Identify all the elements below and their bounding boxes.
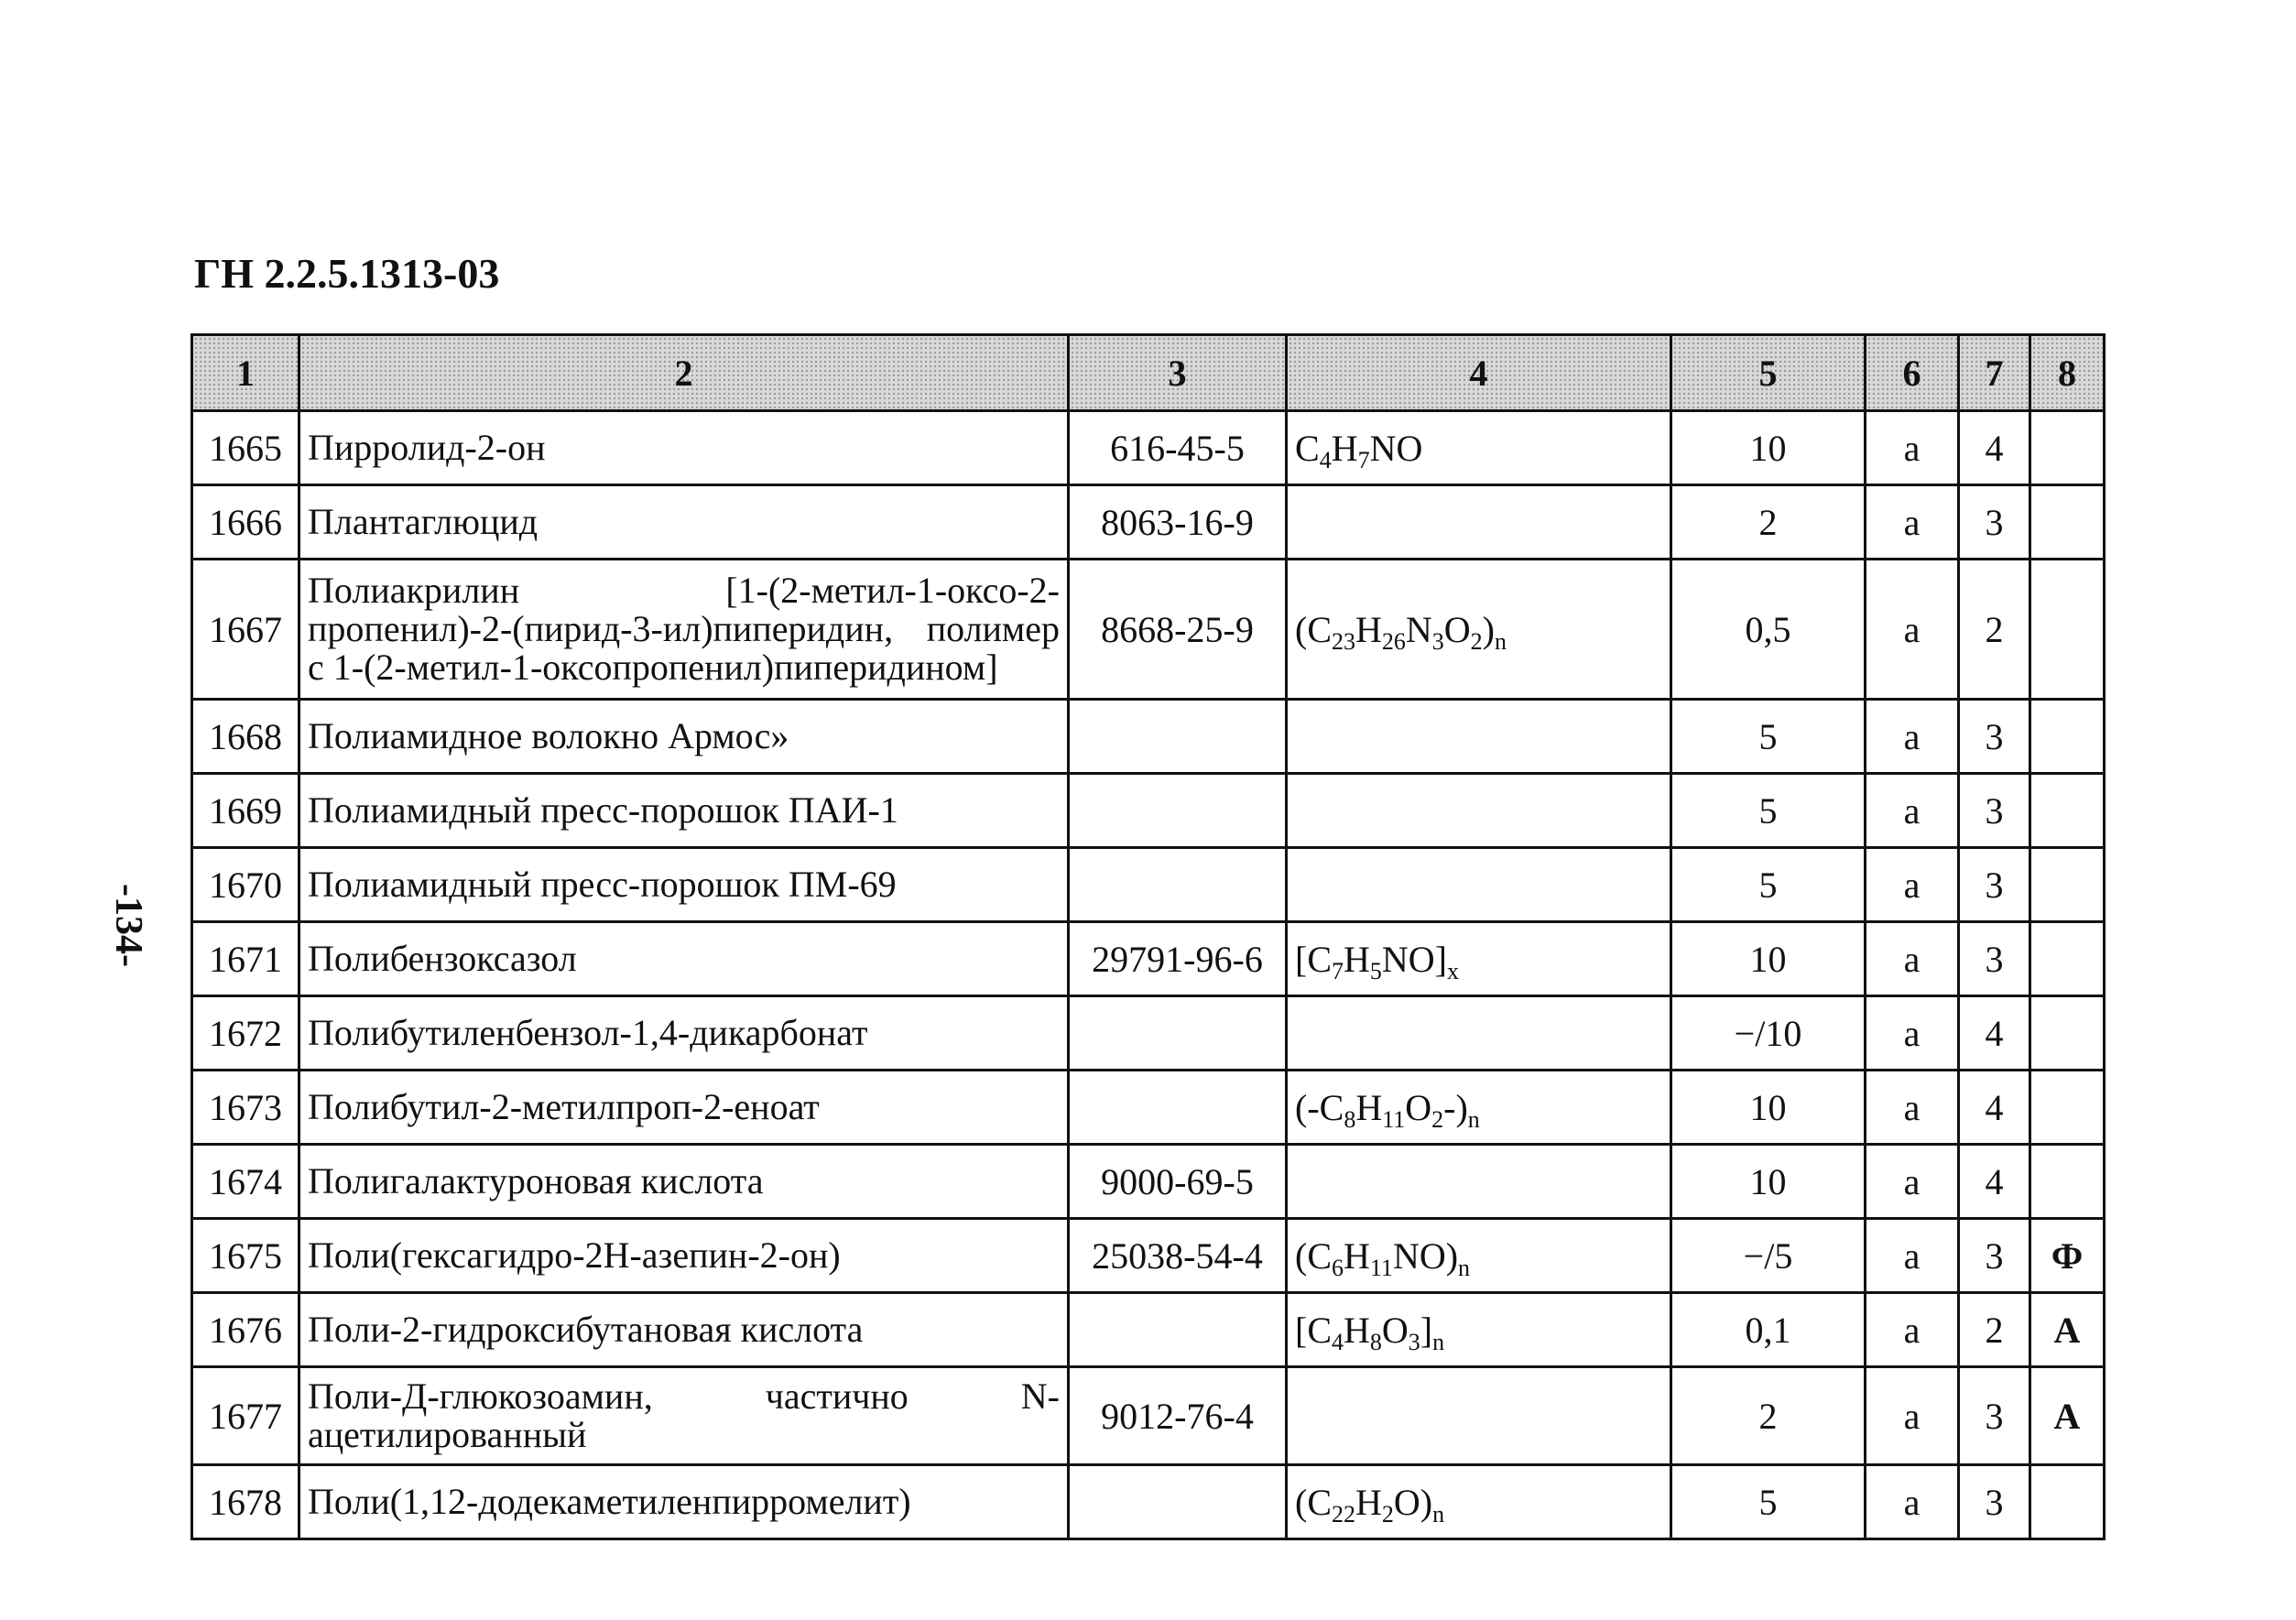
feature-cell <box>2030 560 2105 700</box>
formula-subscript: 5 <box>1369 957 1382 984</box>
aggregate-state-cell: а <box>1866 996 1959 1071</box>
feature-cell <box>2030 1071 2105 1145</box>
substance-name-cell: Поли(гексагидро-2Н-азепин-2-он) <box>299 1219 1069 1293</box>
substance-name-cell: Поли-2-гидроксибутановая кислота <box>299 1293 1069 1367</box>
formula-subscript: x <box>1446 957 1459 984</box>
feature-cell <box>2030 922 2105 996</box>
limit-value-cell: 5 <box>1671 848 1866 922</box>
cas-number-cell <box>1069 700 1287 774</box>
hazard-class-cell: 2 <box>1959 1293 2030 1367</box>
limit-value-cell: 0,1 <box>1671 1293 1866 1367</box>
table-row <box>192 411 2105 485</box>
row-number-cell: 1673 <box>192 1071 299 1145</box>
aggregate-state-cell: а <box>1866 560 1959 700</box>
limit-value-cell: 10 <box>1671 1071 1866 1145</box>
formula-subscript: 2 <box>1470 627 1483 655</box>
cas-number-cell <box>1069 1465 1287 1539</box>
cas-number-cell: 9012-76-4 <box>1069 1367 1287 1465</box>
hazard-class-cell: 2 <box>1959 560 2030 700</box>
formula-text: NO <box>1369 427 1423 469</box>
table-row <box>192 848 2105 922</box>
aggregate-state-cell: а <box>1866 1293 1959 1367</box>
formula-cell <box>1287 560 1671 700</box>
formula-cell <box>1287 774 1671 848</box>
feature-cell <box>2030 996 2105 1071</box>
formula-cell <box>1287 1145 1671 1219</box>
limit-value-cell: 5 <box>1671 1465 1866 1539</box>
hazard-class-cell: 3 <box>1959 848 2030 922</box>
formula-cell <box>1287 996 1671 1071</box>
table-row <box>192 1219 2105 1293</box>
limit-value-cell: 10 <box>1671 411 1866 485</box>
formula-text: H <box>1355 1481 1382 1523</box>
formula-text: N <box>1405 608 1432 650</box>
hazard-class-cell: 3 <box>1959 922 2030 996</box>
formula-text: (C <box>1295 1234 1332 1277</box>
substance-name-cell: Полиамидный пресс-порошок ПМ-69 <box>299 848 1069 922</box>
hazard-class-cell: 3 <box>1959 700 2030 774</box>
formula-text: NO] <box>1381 938 1447 980</box>
row-number-cell: 1678 <box>192 1465 299 1539</box>
formula-subscript: 26 <box>1381 627 1406 655</box>
row-number-cell: 1668 <box>192 700 299 774</box>
hazard-class-cell: 4 <box>1959 1071 2030 1145</box>
formula-text: O <box>1443 608 1471 650</box>
formula-subscript: n <box>1432 1500 1445 1528</box>
substance-name-cell: Полибензоксазол <box>299 922 1069 996</box>
formula-subscript: 4 <box>1319 446 1332 473</box>
formula-subscript: 2 <box>1431 1105 1444 1133</box>
formula-text: -) <box>1443 1086 1468 1128</box>
hazard-class-cell: 3 <box>1959 1367 2030 1465</box>
aggregate-state-cell: а <box>1866 1465 1959 1539</box>
feature-cell <box>2030 700 2105 774</box>
formula-subscript: 8 <box>1344 1105 1356 1133</box>
column-header: 5 <box>1671 335 1866 411</box>
table-row <box>192 1071 2105 1145</box>
limit-value-cell: 10 <box>1671 1145 1866 1219</box>
hazard-class-cell: 3 <box>1959 774 2030 848</box>
formula-text: C <box>1295 427 1320 469</box>
limit-value-cell: 2 <box>1671 485 1866 560</box>
feature-cell: А <box>2030 1293 2105 1367</box>
aggregate-state-cell: а <box>1866 485 1959 560</box>
formula-cell <box>1287 1367 1671 1465</box>
table-row <box>192 922 2105 996</box>
cas-number-cell: 616-45-5 <box>1069 411 1287 485</box>
table-row <box>192 1367 2105 1465</box>
feature-cell: Ф <box>2030 1219 2105 1293</box>
cas-number-cell <box>1069 996 1287 1071</box>
column-header: 8 <box>2030 335 2105 411</box>
formula-cell <box>1287 922 1671 996</box>
formula-subscript: n <box>1467 1105 1480 1133</box>
row-number-cell: 1667 <box>192 560 299 700</box>
row-number-cell: 1675 <box>192 1219 299 1293</box>
limit-value-cell: 5 <box>1671 774 1866 848</box>
formula-subscript: n <box>1458 1254 1471 1281</box>
aggregate-state-cell: а <box>1866 922 1959 996</box>
row-number-cell: 1676 <box>192 1293 299 1367</box>
aggregate-state-cell: а <box>1866 1367 1959 1465</box>
aggregate-state-cell: а <box>1866 1145 1959 1219</box>
substance-name-cell: Полигалактуроновая кислота <box>299 1145 1069 1219</box>
aggregate-state-cell: а <box>1866 848 1959 922</box>
cas-number-cell <box>1069 1071 1287 1145</box>
formula-cell <box>1287 1219 1671 1293</box>
cas-number-cell <box>1069 848 1287 922</box>
formula-subscript: n <box>1495 627 1507 655</box>
column-header: 1 <box>192 335 299 411</box>
formula-cell <box>1287 1293 1671 1367</box>
table-row <box>192 1465 2105 1539</box>
table-row <box>192 485 2105 560</box>
formula-text: ) <box>1482 608 1495 650</box>
hazard-class-cell: 3 <box>1959 485 2030 560</box>
feature-cell: А <box>2030 1367 2105 1465</box>
limit-value-cell: 10 <box>1671 922 1866 996</box>
column-header: 6 <box>1866 335 1959 411</box>
column-header: 2 <box>299 335 1069 411</box>
column-header: 4 <box>1287 335 1671 411</box>
hazard-class-cell: 3 <box>1959 1465 2030 1539</box>
substance-name-cell: Плантаглюцид <box>299 485 1069 560</box>
formula-cell <box>1287 411 1671 485</box>
formula-text: O <box>1381 1309 1409 1351</box>
cas-number-cell: 9000-69-5 <box>1069 1145 1287 1219</box>
hazard-class-cell: 4 <box>1959 1145 2030 1219</box>
substance-name-cell: Полиамидный пресс-порошок ПАИ-1 <box>299 774 1069 848</box>
formula-text: H <box>1331 427 1358 469</box>
formula-subscript: 7 <box>1332 957 1344 984</box>
column-header: 3 <box>1069 335 1287 411</box>
cas-number-cell: 8668-25-9 <box>1069 560 1287 700</box>
table-row <box>192 774 2105 848</box>
limit-value-cell: 2 <box>1671 1367 1866 1465</box>
formula-subscript: 8 <box>1369 1328 1382 1355</box>
formula-subscript: 22 <box>1332 1500 1355 1528</box>
substance-name-cell: Пирролид-2-он <box>299 411 1069 485</box>
formula-subscript: 4 <box>1332 1328 1344 1355</box>
row-number-cell: 1669 <box>192 774 299 848</box>
formula-text: O <box>1405 1086 1432 1128</box>
formula-subscript: 11 <box>1369 1254 1393 1281</box>
formula-cell <box>1287 1465 1671 1539</box>
document-code: ГН 2.2.5.1313-03 <box>194 250 500 297</box>
row-number-cell: 1677 <box>192 1367 299 1465</box>
cas-number-cell: 25038-54-4 <box>1069 1219 1287 1293</box>
formula-subscript: 7 <box>1357 446 1370 473</box>
formula-text: (C <box>1295 608 1332 650</box>
row-number-cell: 1674 <box>192 1145 299 1219</box>
formula-text: (-C <box>1295 1086 1344 1128</box>
formula-cell <box>1287 700 1671 774</box>
cas-number-cell <box>1069 774 1287 848</box>
aggregate-state-cell: а <box>1866 1071 1959 1145</box>
formula-subscript: n <box>1432 1328 1445 1355</box>
hazard-class-cell: 3 <box>1959 1219 2030 1293</box>
limit-value-cell: −/10 <box>1671 996 1866 1071</box>
table-body <box>192 411 2105 1539</box>
cas-number-cell: 29791-96-6 <box>1069 922 1287 996</box>
formula-text: NO) <box>1392 1234 1459 1277</box>
formula-subscript: 3 <box>1408 1328 1420 1355</box>
table-row <box>192 1145 2105 1219</box>
feature-cell <box>2030 1145 2105 1219</box>
table-row <box>192 700 2105 774</box>
substance-name-cell: Поли-Д-глюкозоамин, частично N-ацетилированный <box>299 1367 1069 1465</box>
limit-value-cell: 0,5 <box>1671 560 1866 700</box>
aggregate-state-cell: а <box>1866 1219 1959 1293</box>
hazard-class-cell: 4 <box>1959 996 2030 1071</box>
formula-subscript: 3 <box>1431 627 1444 655</box>
substance-name-cell: Поли(1,12-додекаметиленпирромелит) <box>299 1465 1069 1539</box>
limit-value-cell: −/5 <box>1671 1219 1866 1293</box>
aggregate-state-cell: а <box>1866 774 1959 848</box>
row-number-cell: 1672 <box>192 996 299 1071</box>
formula-text: (C <box>1295 1481 1332 1523</box>
formula-subscript: 11 <box>1382 1105 1406 1133</box>
formula-text: H <box>1344 1234 1370 1277</box>
page-number: -134- <box>107 884 149 967</box>
table-row <box>192 560 2105 700</box>
row-number-cell: 1670 <box>192 848 299 922</box>
substances-table <box>190 333 2106 1540</box>
formula-text: [C <box>1295 1309 1332 1351</box>
substance-name-cell: Полибутиленбензол-1,4-дикарбонат <box>299 996 1069 1071</box>
formula-text: H <box>1355 1086 1383 1128</box>
formula-text: [C <box>1295 938 1332 980</box>
table-row <box>192 1293 2105 1367</box>
formula-text: ] <box>1420 1309 1433 1351</box>
feature-cell <box>2030 848 2105 922</box>
feature-cell <box>2030 411 2105 485</box>
aggregate-state-cell: а <box>1866 411 1959 485</box>
column-header: 7 <box>1959 335 2030 411</box>
feature-cell <box>2030 774 2105 848</box>
table-header-row <box>192 335 2105 411</box>
cas-number-cell: 8063-16-9 <box>1069 485 1287 560</box>
formula-cell <box>1287 1071 1671 1145</box>
limit-value-cell: 5 <box>1671 700 1866 774</box>
formula-text: H <box>1344 1309 1370 1351</box>
table-row <box>192 996 2105 1071</box>
substance-name-cell: Полиамидное волокно Армос» <box>299 700 1069 774</box>
row-number-cell: 1666 <box>192 485 299 560</box>
cas-number-cell <box>1069 1293 1287 1367</box>
substance-name-cell: Полибутил-2-метилпроп-2-еноат <box>299 1071 1069 1145</box>
feature-cell <box>2030 485 2105 560</box>
hazard-class-cell: 4 <box>1959 411 2030 485</box>
formula-cell <box>1287 485 1671 560</box>
feature-cell <box>2030 1465 2105 1539</box>
formula-subscript: 6 <box>1332 1254 1344 1281</box>
row-number-cell: 1671 <box>192 922 299 996</box>
row-number-cell: 1665 <box>192 411 299 485</box>
formula-subscript: 2 <box>1381 1500 1394 1528</box>
formula-text: O) <box>1393 1481 1433 1523</box>
aggregate-state-cell: а <box>1866 700 1959 774</box>
formula-text: H <box>1344 938 1370 980</box>
formula-text: H <box>1355 608 1382 650</box>
formula-cell <box>1287 848 1671 922</box>
formula-subscript: 23 <box>1332 627 1355 655</box>
substance-name-cell: Полиакрилин [1-(2-метил-1-оксо-2-пропенил)-2-(пирид-3-ил)пиперидин, полимер с 1-(2-метил-1-оксопропенил)пиперидином] <box>299 560 1069 700</box>
